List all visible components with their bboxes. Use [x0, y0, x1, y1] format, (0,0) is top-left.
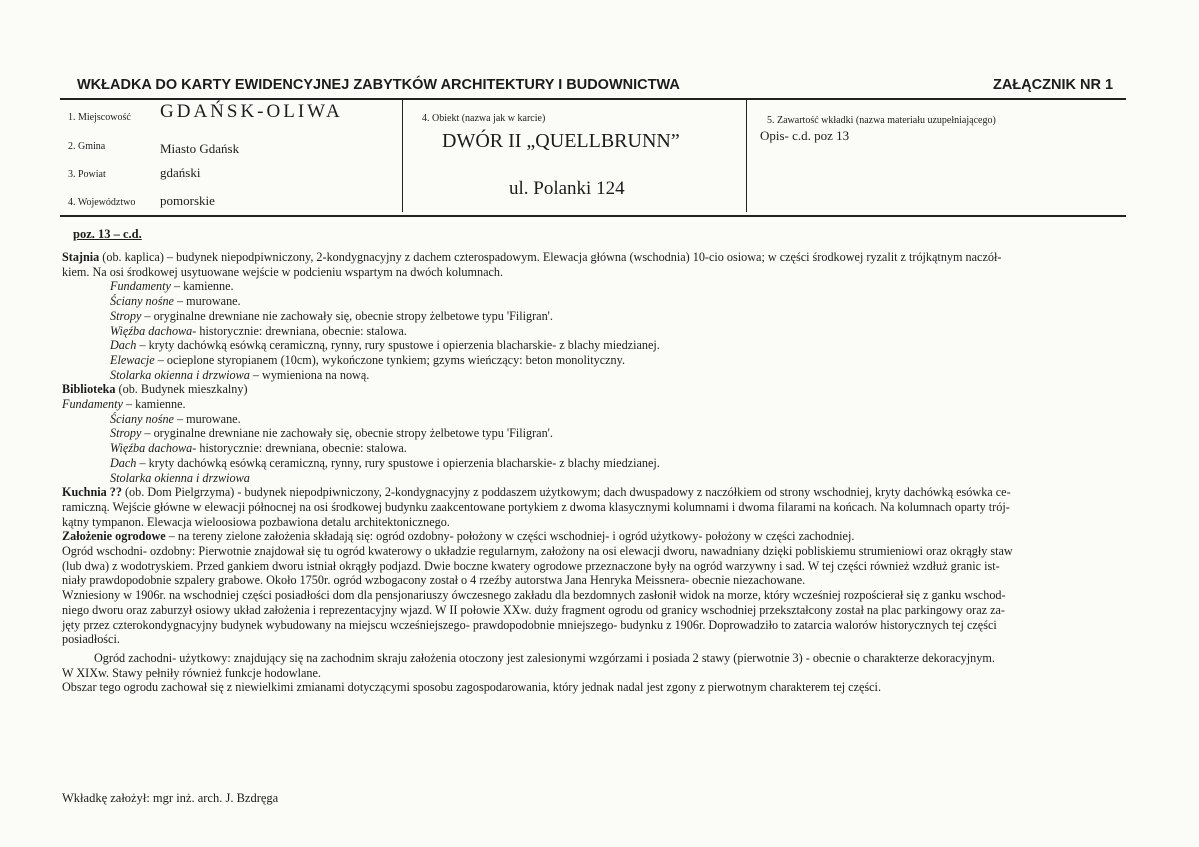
gmina-label: 2. Gmina: [68, 141, 106, 152]
item-term: Więźba dachowa: [110, 441, 193, 456]
ogrod-line: posiadłości.: [62, 632, 120, 647]
description-body: [62, 250, 1124, 695]
biblioteka-item: [62, 441, 1124, 456]
ogrod-line: Wzniesiony w 1906r. na wschodniej części posiadłości dom dla pensjonariuszy ówczesnego zakładu dla bezdomnych zasłonił widok na morze, który wcześniej rozpościerał się z ganku wschod-: [62, 588, 1006, 603]
item-term: Stropy: [110, 426, 142, 441]
item-term: Stolarka okienna i drzwiowa: [110, 367, 250, 382]
zawartosc-value: Opis- c.d. poz 13: [760, 128, 850, 143]
stajnia-item: [62, 338, 1124, 353]
ogrod-line: Ogród wschodni- ozdobny: Pierwotnie znajdował się tu ogród kwaterowy o układzie regularnym, założony na osi elewacji dworu, nawadniany dzięki pobliskiemu strumieniowi oraz okrągły staw: [62, 544, 1013, 559]
kuchnia-line: ramiczną. Wejście główne w elewacji północnej na osi środkowej budynku zaakcentowane portykiem z dwoma klasycznymi kolumnami i dwoma filarami na końcach. Na kolumnach oparty trój-: [62, 499, 1010, 514]
item-desc: - historycznie: drewniana, obecnie: stalowa.: [192, 323, 407, 338]
obiekt-address: ul. Polanki 124: [509, 178, 625, 199]
stajnia-item: [62, 279, 1124, 294]
ogrod-zachod-line: Obszar tego ogrodu zachował się z niewielkimi zmianami dotyczącymi sposobu zagospodarowania, który jednak nadal jest zgony z pierwotnym charakterem tej części.: [62, 680, 881, 695]
zawartosc-label: 5. Zawartość wkładki (nazwa materiału uzupełniającego): [767, 115, 996, 126]
item-desc: – kryty dachówką esówką ceramiczną, rynny, rury spustowe i opierzenia blacharskie- z blachy miedzianej.: [136, 455, 660, 470]
biblioteka-intro: [62, 382, 1124, 397]
kuchnia-text: (ob. Dom Pielgrzyma) - budynek niepodpiwniczony, 2-kondygnacyjny z poddaszem użytkowym; dach dwuspadowy z naczółkiem od strony wschodniej, kryty dachówką esówka ce-: [121, 485, 1011, 500]
powiat-label: 3. Powiat: [68, 169, 106, 180]
ogrod-line: niały prawdopodobnie szpalery grabowe. Około 1750r. ogród wzbogacony został o 4 rzeźby autorstwa Jana Henryka Meissnera- obecnie niezachowane.: [62, 573, 806, 588]
stajnia-item: [62, 294, 1124, 309]
item-desc: – oryginalne drewniane nie zachowały się, obecnie stropy żelbetowe typu 'Filigran'.: [141, 426, 553, 441]
item-term: Ściany nośne: [110, 294, 174, 309]
item-desc: – oryginalne drewniane nie zachowały się, obecnie stropy żelbetowe typu 'Filigran'.: [141, 308, 553, 323]
item-term: Dach: [110, 455, 137, 470]
item-desc: – murowane.: [173, 411, 241, 426]
item-desc: – murowane.: [173, 294, 241, 309]
kuchnia-line: kątny tympanon. Elewacja wieloosiowa pozbawiona detalu architektonicznego.: [62, 514, 450, 529]
item-term: Elewacje: [110, 352, 155, 367]
biblioteka-item: [62, 412, 1124, 427]
kuchnia-line: [62, 485, 1124, 500]
obiekt-name: DWÓR II „QUELLBRUNN”: [442, 130, 680, 152]
biblioteka-item: [62, 471, 1124, 486]
biblioteka-intro-text: (ob. Budynek mieszkalny): [115, 382, 248, 397]
miejscowosc-value: GDAŃSK-OLIWA: [160, 101, 343, 122]
stajnia-intro-text: (ob. kaplica) – budynek niepodpiwniczony, 2-kondygnacyjny z dachem czterospadowym. Elewacja główna (wschodnia) 10-cio osiowa; w części środkowej ryzalit z trójkątnym naczół-: [99, 250, 1002, 264]
stajnia-item: [62, 368, 1124, 383]
ogrod-zachod-line: Ogród zachodni- użytkowy: znajdujący się na zachodnim skraju założenia otoczony jest zalesionymi wzgórzami i posiada 2 stawy (pierwotnie 3) - obecnie o charakterze dekoracyjnym.: [94, 650, 995, 665]
stajnia-item: [62, 309, 1124, 324]
item-desc: – wymieniona na nową.: [249, 367, 370, 382]
item-term: Fundamenty: [62, 397, 123, 412]
column-divider-2: [746, 100, 747, 212]
stajnia-heading: Stajnia: [62, 250, 100, 264]
header-rule-bottom: [60, 215, 1126, 217]
ogrod-intro: [62, 529, 1124, 544]
item-term: Więźba dachowa: [110, 323, 193, 338]
ogrod-heading: Założenie ogrodowe: [62, 529, 166, 544]
column-divider-1: [402, 100, 403, 212]
item-desc: – ocieplone styropianem (10cm), wykończone tynkiem; gzyms wieńczący: beton monolityczny.: [154, 352, 625, 367]
ogrod-zachod-line: W XIXw. Stawy pełniły również funkcje hodowlane.: [62, 665, 321, 680]
item-desc: – kamienne.: [170, 279, 234, 294]
author-footer: Wkładkę założył: mgr inż. arch. J. Bzdręga: [62, 791, 279, 805]
insert-title: WKŁADKA DO KARTY EWIDENCYJNEJ ZABYTKÓW ARCHITEKTURY I BUDOWNICTWA: [77, 77, 680, 93]
biblioteka-heading: Biblioteka: [62, 382, 116, 397]
biblioteka-fundamenty: [62, 397, 1124, 412]
gmina-value: Miasto Gdańsk: [160, 141, 240, 156]
item-term: Ściany nośne: [110, 411, 174, 426]
obiekt-label: 4. Obiekt (nazwa jak w karcie): [422, 113, 546, 124]
stajnia-item: [62, 353, 1124, 368]
item-desc: – kamienne.: [122, 397, 186, 412]
biblioteka-item: [62, 456, 1124, 471]
header-rule-top: [60, 98, 1126, 100]
annex-number: ZAŁĄCZNIK NR 1: [993, 77, 1114, 93]
ogrod-line: niego dworu oraz zaburzył osiowy układ założenia i reprezentacyjny wjazd. W II połowie XXw. duży fragment ogrodu od granicy wschodniej przekształcony został na plac parkingowy oraz za-: [62, 602, 1005, 617]
item-term: Stolarka okienna i drzwiowa: [110, 470, 250, 485]
ogrod-intro-text: – na tereny zielone założenia składają się: ogród ozdobny- położony w części wschodniej- i ogród użytkowy- położony w części zachodniej.: [165, 529, 855, 544]
item-term: Stropy: [110, 308, 142, 323]
item-desc: - historycznie: drewniana, obecnie: stalowa.: [192, 441, 407, 456]
stajnia-item: [62, 324, 1124, 339]
ogrod-line: (lub dwa) z wodotryskiem. Przed gankiem dworu istniał okrągły podjazd. Dwie boczne kwatery ogrodowe przeznaczone były na ogród warzywny i sad. W tej części również wzdłuż granic ist-: [62, 558, 1000, 573]
miejscowosc-label: 1. Miejscowość: [68, 112, 131, 123]
item-term: Fundamenty: [110, 279, 171, 294]
section-reference: poz. 13 – c.d.: [73, 227, 142, 241]
wojewodztwo-label: 4. Województwo: [68, 197, 136, 208]
item-term: Dach: [110, 338, 137, 353]
biblioteka-item: [62, 426, 1124, 441]
ogrod-line: jęty przez czterokondygnacyjny budynek wybudowany na miejscu wcześniejszego- prawdopodobnie mniejszego- budynku z 1906r. Doprowadziło to zatarcia walorów historycznych tej części: [62, 617, 997, 632]
powiat-value: gdański: [160, 165, 201, 180]
kuchnia-heading: Kuchnia ??: [62, 485, 122, 500]
item-desc: – kryty dachówką esówką ceramiczną, rynny, rury spustowe i opierzenia blacharskie- z blachy miedzianej.: [136, 338, 660, 353]
wojewodztwo-value: pomorskie: [160, 193, 215, 208]
stajnia-intro: [62, 250, 1124, 265]
stajnia-intro-2: kiem. Na osi środkowej usytuowane wejście w podcieniu wspartym na dwóch kolumnach.: [62, 264, 504, 279]
